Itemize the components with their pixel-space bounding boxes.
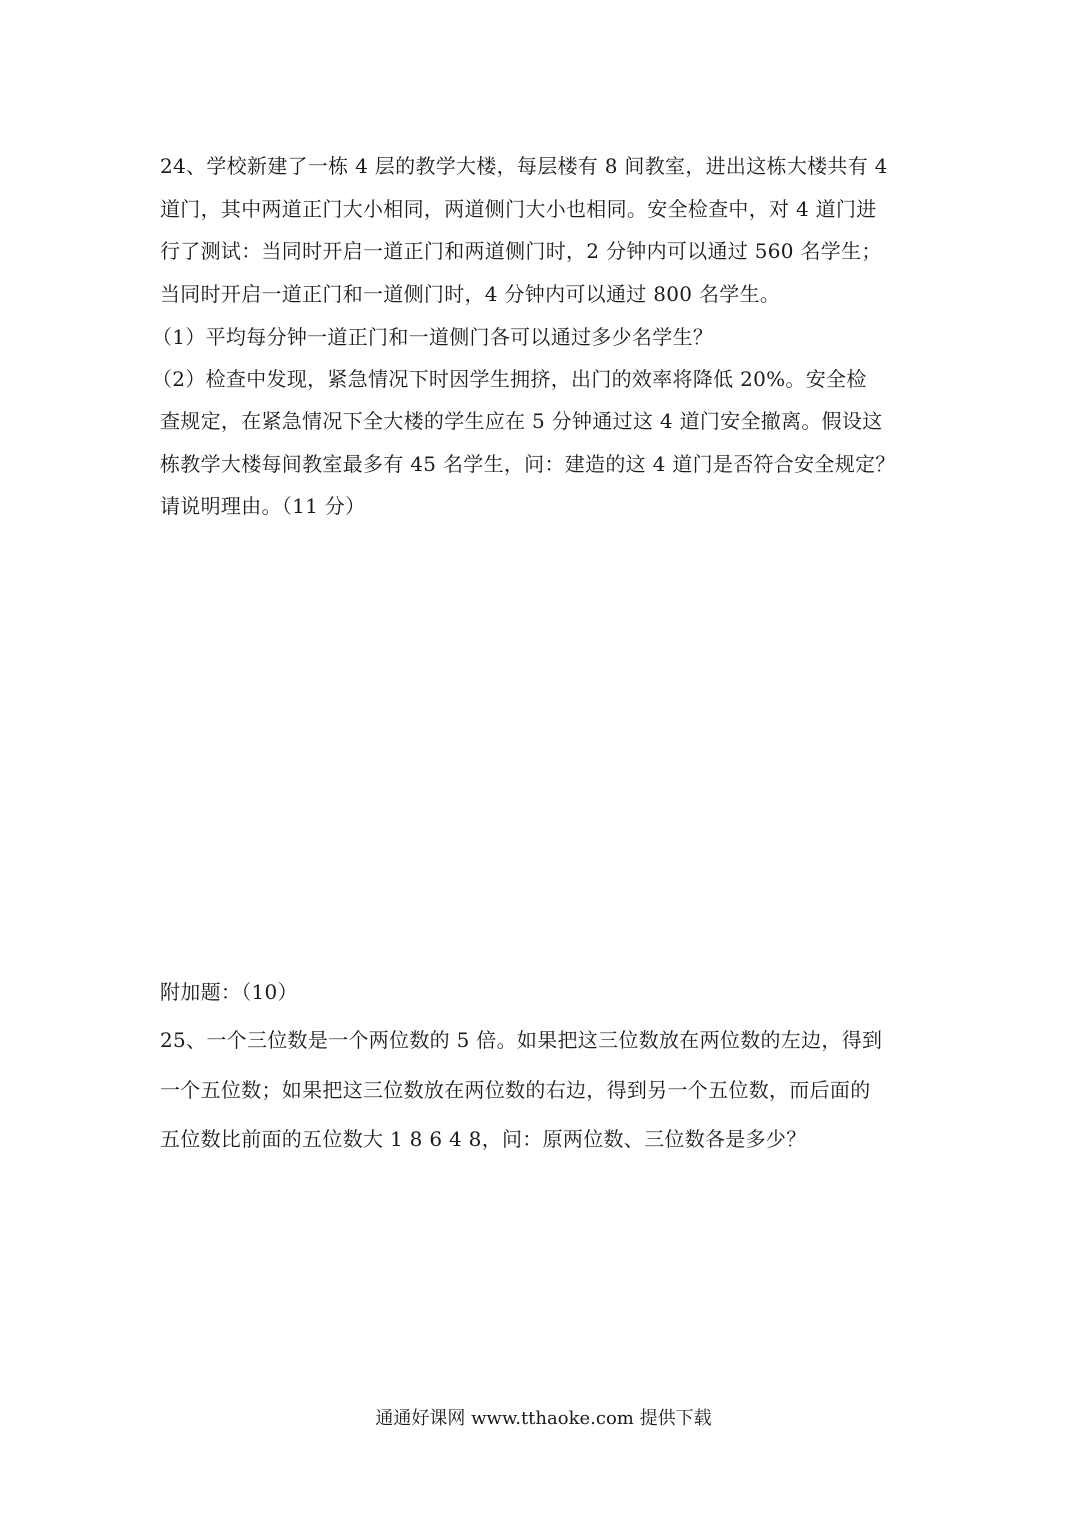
- q24-part2-line-4: 请说明理由。（11 分）: [160, 494, 366, 518]
- q24-part2-line-3: 栋教学大楼每间教室最多有 45 名学生，问：建造的这 4 道门是否符合安全规定？: [160, 452, 896, 476]
- q24-part1: （1）平均每分钟一道正门和一道侧门各可以通过多少名学生？: [152, 325, 714, 349]
- q25-line-2: 一个五位数；如果把这三位数放在两位数的右边，得到另一个五位数，而后面的: [160, 1078, 871, 1102]
- q24-line-1: 24、学校新建了一栋 4 层的教学大楼，每层楼有 8 间教室，进出这栋大楼共有 4: [160, 154, 888, 178]
- q24-part2-line-1: （2）检查中发现，紧急情况下时因学生拥挤，出门的效率将降低 20%。安全检: [152, 367, 867, 391]
- page-footer: 通通好课网 www.tthaoke.com 提供下载: [375, 1408, 712, 1429]
- q24-line-3: 行了测试：当同时开启一道正门和两道侧门时，2 分钟内可以通过 560 名学生；: [160, 239, 882, 263]
- bonus-heading: 附加题：（10）: [160, 980, 298, 1004]
- q24-line-2: 道门，其中两道正门大小相同，两道侧门大小也相同。安全检查中，对 4 道门进: [160, 197, 877, 221]
- q24-part2-line-2: 查规定，在紧急情况下全大楼的学生应在 5 分钟通过这 4 道门安全撤离。假设这: [160, 409, 883, 433]
- q25-line-1: 25、一个三位数是一个两位数的 5 倍。如果把这三位数放在两位数的左边，得到: [160, 1028, 883, 1052]
- q24-line-4: 当同时开启一道正门和一道侧门时，4 分钟内可以通过 800 名学生。: [160, 282, 781, 306]
- q25-line-3: 五位数比前面的五位数大 1 8 6 4 8，问：原两位数、三位数各是多少？: [160, 1127, 807, 1151]
